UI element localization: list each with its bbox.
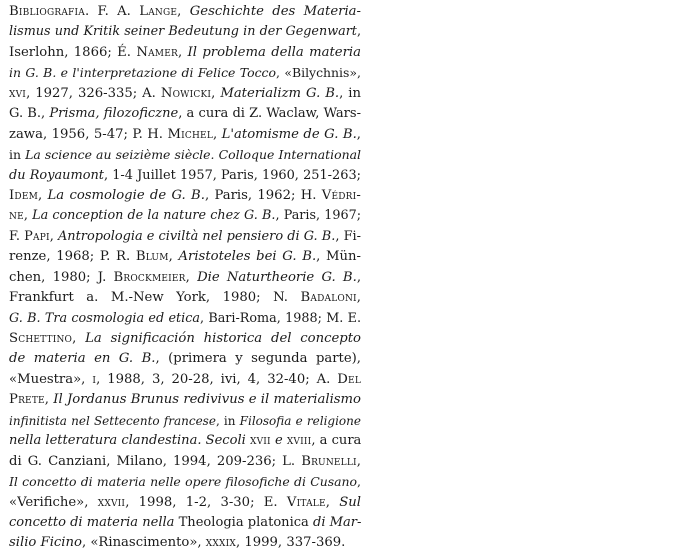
small-caps-run: Badaloni bbox=[300, 290, 357, 306]
text-run: , in bbox=[215, 413, 240, 428]
italic-run: Die Naturtheorie G. B. bbox=[197, 269, 357, 285]
italic-run: Il problema della materia bbox=[187, 44, 361, 60]
italic-run: G. B. Tra cosmologia ed etica bbox=[9, 310, 200, 326]
text-run: , bbox=[44, 392, 54, 408]
text-run: , a cura di Z. Waclaw, Wars- bbox=[178, 106, 361, 122]
text-run: , bbox=[168, 249, 179, 265]
text-run: , Paris, 1962; H. bbox=[204, 187, 322, 203]
text-run: «Verifiche», bbox=[9, 494, 98, 510]
small-caps-run: i bbox=[92, 371, 97, 387]
italic-run: Il concetto di materia nelle opere filosofiche di Cusano bbox=[9, 474, 358, 490]
text-run: , 1988, 3, 20-28, ivi, 4, 32-40; A. bbox=[96, 371, 338, 387]
small-caps-run: ne bbox=[9, 208, 24, 224]
text-run: , bbox=[356, 290, 361, 306]
small-caps-run: Brockmeier bbox=[113, 269, 186, 285]
text-line bbox=[9, 390, 361, 410]
italic-run: lismus und Kritik seiner Bedeutung in der Gegenwart bbox=[9, 24, 357, 40]
small-caps-run: xviii bbox=[286, 433, 312, 449]
text-line bbox=[9, 288, 361, 308]
text-run: , Bari-Roma, 1988; M. E. bbox=[199, 310, 361, 326]
text-run: F. bbox=[9, 228, 25, 244]
text-run: Iserlohn, 1866; É. bbox=[9, 44, 137, 60]
text-run: , bbox=[23, 208, 33, 224]
text-line bbox=[9, 309, 361, 329]
text-run: , bbox=[72, 331, 86, 346]
text-run: , a cura bbox=[311, 433, 361, 449]
text-run: , 1999, 337-369. bbox=[235, 535, 346, 551]
text-line bbox=[9, 227, 361, 247]
text-run: , bbox=[49, 228, 58, 244]
small-caps-run: Brunelli bbox=[301, 453, 357, 469]
small-caps-run: xxxix bbox=[205, 535, 236, 551]
text-run: . F. A. bbox=[84, 4, 140, 19]
text-line bbox=[9, 2, 361, 22]
italic-run: Antropologia e civiltà nel pensiero di G. B. bbox=[58, 228, 336, 244]
text-line bbox=[9, 186, 361, 206]
italic-run: du Royaumont bbox=[9, 167, 104, 183]
italic-run: di Mar- bbox=[308, 514, 361, 530]
text-line bbox=[9, 452, 361, 472]
text-line bbox=[9, 431, 361, 451]
small-caps-run: Védri- bbox=[321, 187, 361, 203]
text-line bbox=[9, 493, 361, 513]
text-run: Theologia platonica bbox=[178, 514, 309, 530]
text-run: di G. Canziani, Milano, 1994, 209-236; L. bbox=[9, 453, 302, 469]
text-run: , bbox=[356, 269, 361, 285]
text-line bbox=[9, 43, 361, 63]
text-line bbox=[9, 472, 361, 492]
italic-run: Sul bbox=[339, 494, 361, 510]
italic-run: Filosofia e religione bbox=[239, 413, 361, 428]
text-line bbox=[9, 104, 361, 124]
italic-run: La science au seizième siècle. Colloque International bbox=[25, 147, 361, 163]
italic-run: nella letteratura clandestina. Secoli bbox=[9, 433, 250, 449]
text-run: , «Rinascimento», bbox=[81, 535, 206, 551]
text-line bbox=[9, 329, 361, 349]
text-run: , 1998, 1-2, 3-30; E. bbox=[125, 494, 287, 510]
text-line bbox=[9, 370, 361, 390]
small-caps-run: Lange bbox=[139, 4, 178, 19]
text-line bbox=[9, 84, 361, 104]
text-run: , Paris, 1967; bbox=[275, 208, 361, 224]
text-run: , bbox=[325, 494, 340, 510]
text-run: , bbox=[185, 269, 198, 285]
small-caps-run: Michel bbox=[167, 126, 213, 142]
text-line bbox=[9, 63, 361, 83]
small-caps-run: Prete bbox=[9, 392, 45, 408]
small-caps-run: Papi bbox=[24, 228, 50, 244]
text-line bbox=[9, 268, 361, 288]
text-run: , Fi- bbox=[335, 228, 361, 244]
text-line bbox=[9, 247, 361, 267]
small-caps-run: Idem bbox=[9, 187, 39, 203]
text-run: renze, 1968; P. R. bbox=[9, 249, 136, 265]
text-run: , bbox=[356, 24, 361, 40]
text-run: , bbox=[356, 453, 361, 469]
italic-run: La cosmologie de G. B. bbox=[47, 187, 205, 203]
text-run: , 1927, 326-335; A. bbox=[26, 85, 161, 101]
text-run: , bbox=[177, 44, 188, 60]
text-run: chen, 1980; J. bbox=[9, 269, 114, 285]
text-run: in bbox=[9, 147, 26, 163]
italic-run: Materializm G. B. bbox=[220, 85, 340, 101]
text-run: , «Bilychnis», bbox=[276, 65, 361, 81]
small-caps-run: Del bbox=[337, 371, 361, 387]
italic-run: e bbox=[270, 433, 287, 449]
bibliography-paragraph bbox=[9, 2, 361, 554]
small-caps-run: xvi bbox=[9, 85, 27, 101]
italic-run: silio Ficino bbox=[9, 535, 82, 551]
text-line bbox=[9, 513, 361, 533]
text-run: , Mün- bbox=[316, 249, 361, 265]
small-caps-run: xxvii bbox=[97, 494, 126, 510]
text-run: , bbox=[356, 126, 361, 142]
small-caps-run: Bibliografia bbox=[9, 4, 85, 19]
text-run: , bbox=[211, 85, 221, 101]
italic-run: in G. B. e l'interpretazione di Felice Tocco bbox=[9, 65, 277, 81]
text-run: , bbox=[38, 187, 48, 203]
italic-run: Prisma, filozoficzne bbox=[49, 106, 179, 122]
small-caps-run: xvii bbox=[249, 433, 271, 449]
italic-run: Aristoteles bei G. B. bbox=[178, 249, 317, 265]
text-run: , bbox=[213, 126, 222, 142]
italic-run: L'atomisme de G. B. bbox=[221, 126, 357, 142]
text-line bbox=[9, 22, 361, 42]
small-caps-run: Nowicki bbox=[160, 85, 212, 101]
italic-run: concetto di materia nella bbox=[9, 514, 179, 530]
small-caps-run: Schettino bbox=[9, 331, 73, 346]
text-line bbox=[9, 145, 361, 165]
text-run: zawa, 1956, 5-47; P. H. bbox=[9, 126, 168, 142]
text-line bbox=[9, 411, 361, 431]
italic-run: La conception de la nature chez G. B. bbox=[32, 208, 276, 224]
text-line bbox=[9, 166, 361, 186]
italic-run: de materia en G. B. bbox=[9, 351, 156, 367]
text-run: Frankfurt a. M.-New York, 1980; N. bbox=[9, 290, 301, 306]
text-run: , (primera y segunda parte), bbox=[155, 351, 361, 367]
small-caps-run: Vitale bbox=[286, 494, 326, 510]
text-line bbox=[9, 349, 361, 369]
italic-run: Geschichte des Materia- bbox=[189, 4, 361, 19]
text-run: , in bbox=[339, 85, 361, 101]
text-run: , 1-4 Juillet 1957, Paris, 1960, 251-263; bbox=[103, 167, 361, 183]
text-line bbox=[9, 125, 361, 145]
text-line bbox=[9, 206, 361, 226]
text-run: , bbox=[177, 4, 190, 19]
text-run: , bbox=[357, 474, 361, 490]
italic-run: Il Jordanus Brunus redivivus e il materialismo bbox=[53, 392, 361, 408]
text-run: G. B., bbox=[9, 106, 50, 122]
small-caps-run: Namer bbox=[136, 44, 178, 60]
italic-run: La significación historica del concepto bbox=[85, 331, 361, 346]
small-caps-run: Blum bbox=[135, 249, 169, 265]
text-run: «Muestra», bbox=[9, 371, 93, 387]
italic-run: infinitista nel Settecento francese bbox=[9, 413, 216, 428]
